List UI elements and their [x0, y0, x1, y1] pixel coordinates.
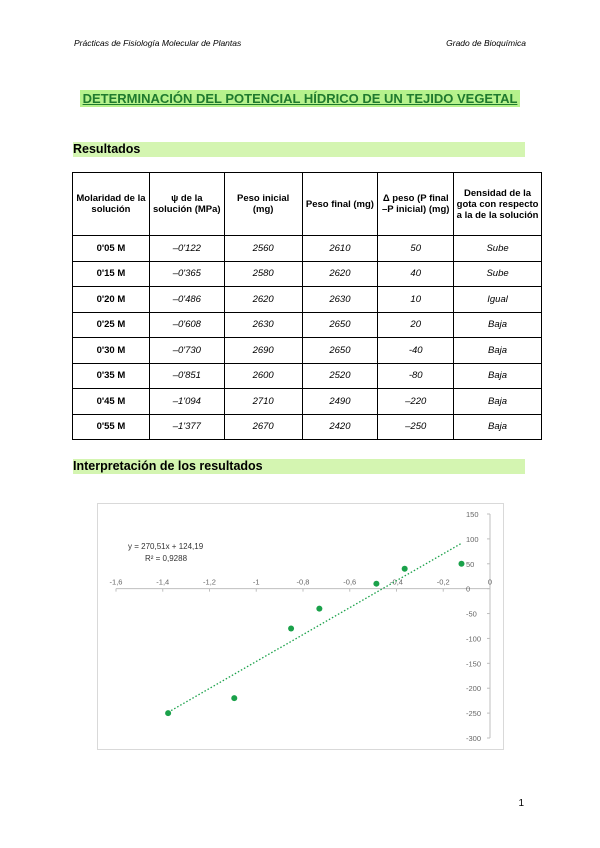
cell-molarity: 0'15 M [73, 261, 150, 287]
cell-potential: –1'377 [149, 414, 224, 440]
header-potential: ψ de la solución (MPa) [149, 173, 224, 236]
cell-molarity: 0'55 M [73, 414, 150, 440]
data-point [231, 695, 237, 701]
cell-density: Baja [454, 312, 542, 338]
cell-initial-weight: 2620 [224, 287, 302, 313]
data-point [316, 606, 322, 612]
cell-weight-delta: 10 [378, 287, 454, 313]
header-molarity: Molaridad de la solución [73, 173, 150, 236]
cell-potential: –0'608 [149, 312, 224, 338]
cell-initial-weight: 2670 [224, 414, 302, 440]
header-course: Prácticas de Fisiología Molecular de Plantas [74, 38, 242, 48]
cell-weight-delta: –250 [378, 414, 454, 440]
table-row [73, 261, 542, 287]
cell-potential: –0'122 [149, 236, 224, 262]
header-degree: Grado de Bioquímica [446, 38, 526, 48]
cell-density: Igual [454, 287, 542, 313]
cell-weight-delta: 20 [378, 312, 454, 338]
page-number: 1 [518, 798, 524, 809]
y-tick-label: -100 [466, 634, 482, 644]
x-tick-label: -0,6 [343, 577, 357, 587]
cell-weight-delta: -80 [378, 363, 454, 389]
table-row [73, 287, 542, 313]
x-tick-label: -0,8 [296, 577, 310, 587]
data-point [402, 566, 408, 572]
table-row [73, 363, 542, 389]
cell-molarity: 0'30 M [73, 338, 150, 364]
header-initial-weight: Peso inicial (mg) [224, 173, 302, 236]
cell-potential: –0'486 [149, 287, 224, 313]
cell-density: Sube [454, 236, 542, 262]
cell-weight-delta: –220 [378, 389, 454, 415]
table-row [73, 389, 542, 415]
section-results: Resultados [73, 142, 525, 157]
trendline-equation: y = 270,51x + 124,19 [128, 542, 204, 551]
trendline [168, 543, 461, 712]
cell-potential: –0'365 [149, 261, 224, 287]
table-row [73, 338, 542, 364]
table-row [73, 414, 542, 440]
x-tick-label: -0,2 [436, 577, 450, 587]
cell-initial-weight: 2600 [224, 363, 302, 389]
cell-final-weight: 2650 [302, 338, 378, 364]
cell-molarity: 0'20 M [73, 287, 150, 313]
y-tick-label: -250 [466, 709, 482, 719]
cell-molarity: 0'35 M [73, 363, 150, 389]
cell-potential: –0'730 [149, 338, 224, 364]
y-tick-label: 50 [466, 559, 475, 569]
x-tick-label: -1,4 [156, 577, 170, 587]
data-point [373, 581, 379, 587]
cell-potential: –0'851 [149, 363, 224, 389]
cell-initial-weight: 2630 [224, 312, 302, 338]
page-title: DETERMINACIÓN DEL POTENCIAL HÍDRICO DE UN TEJIDO VEGETAL [80, 90, 520, 107]
cell-final-weight: 2420 [302, 414, 378, 440]
table-row [73, 312, 542, 338]
scatter-chart [98, 504, 503, 749]
y-tick-label: -150 [466, 659, 482, 669]
cell-final-weight: 2630 [302, 287, 378, 313]
y-tick-label: 0 [466, 584, 471, 594]
x-tick-label: -0,4 [390, 577, 403, 587]
header-weight-delta: Δ peso (P final –P inicial) (mg) [378, 173, 454, 236]
cell-molarity: 0'25 M [73, 312, 150, 338]
data-point [165, 710, 171, 716]
trendline-r2: R² = 0,9288 [145, 554, 188, 563]
cell-initial-weight: 2560 [224, 236, 302, 262]
y-tick-label: 100 [466, 534, 479, 544]
y-tick-label: 150 [466, 510, 479, 519]
x-tick-label: -1,2 [203, 577, 216, 587]
header-final-weight: Peso final (mg) [302, 173, 378, 236]
cell-final-weight: 2490 [302, 389, 378, 415]
cell-density: Sube [454, 261, 542, 287]
cell-potential: –1'094 [149, 389, 224, 415]
y-tick-label: -300 [466, 734, 482, 743]
cell-final-weight: 2620 [302, 261, 378, 287]
y-tick-label: -50 [466, 609, 477, 619]
cell-weight-delta: -40 [378, 338, 454, 364]
cell-final-weight: 2610 [302, 236, 378, 262]
cell-final-weight: 2650 [302, 312, 378, 338]
cell-density: Baja [454, 414, 542, 440]
y-tick-label: -200 [466, 684, 482, 694]
cell-initial-weight: 2690 [224, 338, 302, 364]
x-tick-label: -1,6 [109, 577, 123, 587]
cell-density: Baja [454, 363, 542, 389]
cell-final-weight: 2520 [302, 363, 378, 389]
header-density: Densidad de la gota con respecto a la de la solución [454, 173, 542, 236]
cell-weight-delta: 50 [378, 236, 454, 262]
chart-frame [97, 503, 504, 750]
cell-weight-delta: 40 [378, 261, 454, 287]
cell-initial-weight: 2710 [224, 389, 302, 415]
x-tick-label: -1 [252, 577, 260, 587]
section-interpretation: Interpretación de los resultados [73, 459, 525, 474]
data-point [458, 561, 464, 567]
cell-initial-weight: 2580 [224, 261, 302, 287]
x-tick-label: 0 [487, 577, 493, 587]
results-table [72, 172, 542, 440]
cell-density: Baja [454, 338, 542, 364]
cell-density: Baja [454, 389, 542, 415]
cell-molarity: 0'45 M [73, 389, 150, 415]
table-row [73, 236, 542, 262]
data-point [288, 625, 294, 631]
table-header-row [73, 173, 542, 236]
cell-molarity: 0'05 M [73, 236, 150, 262]
